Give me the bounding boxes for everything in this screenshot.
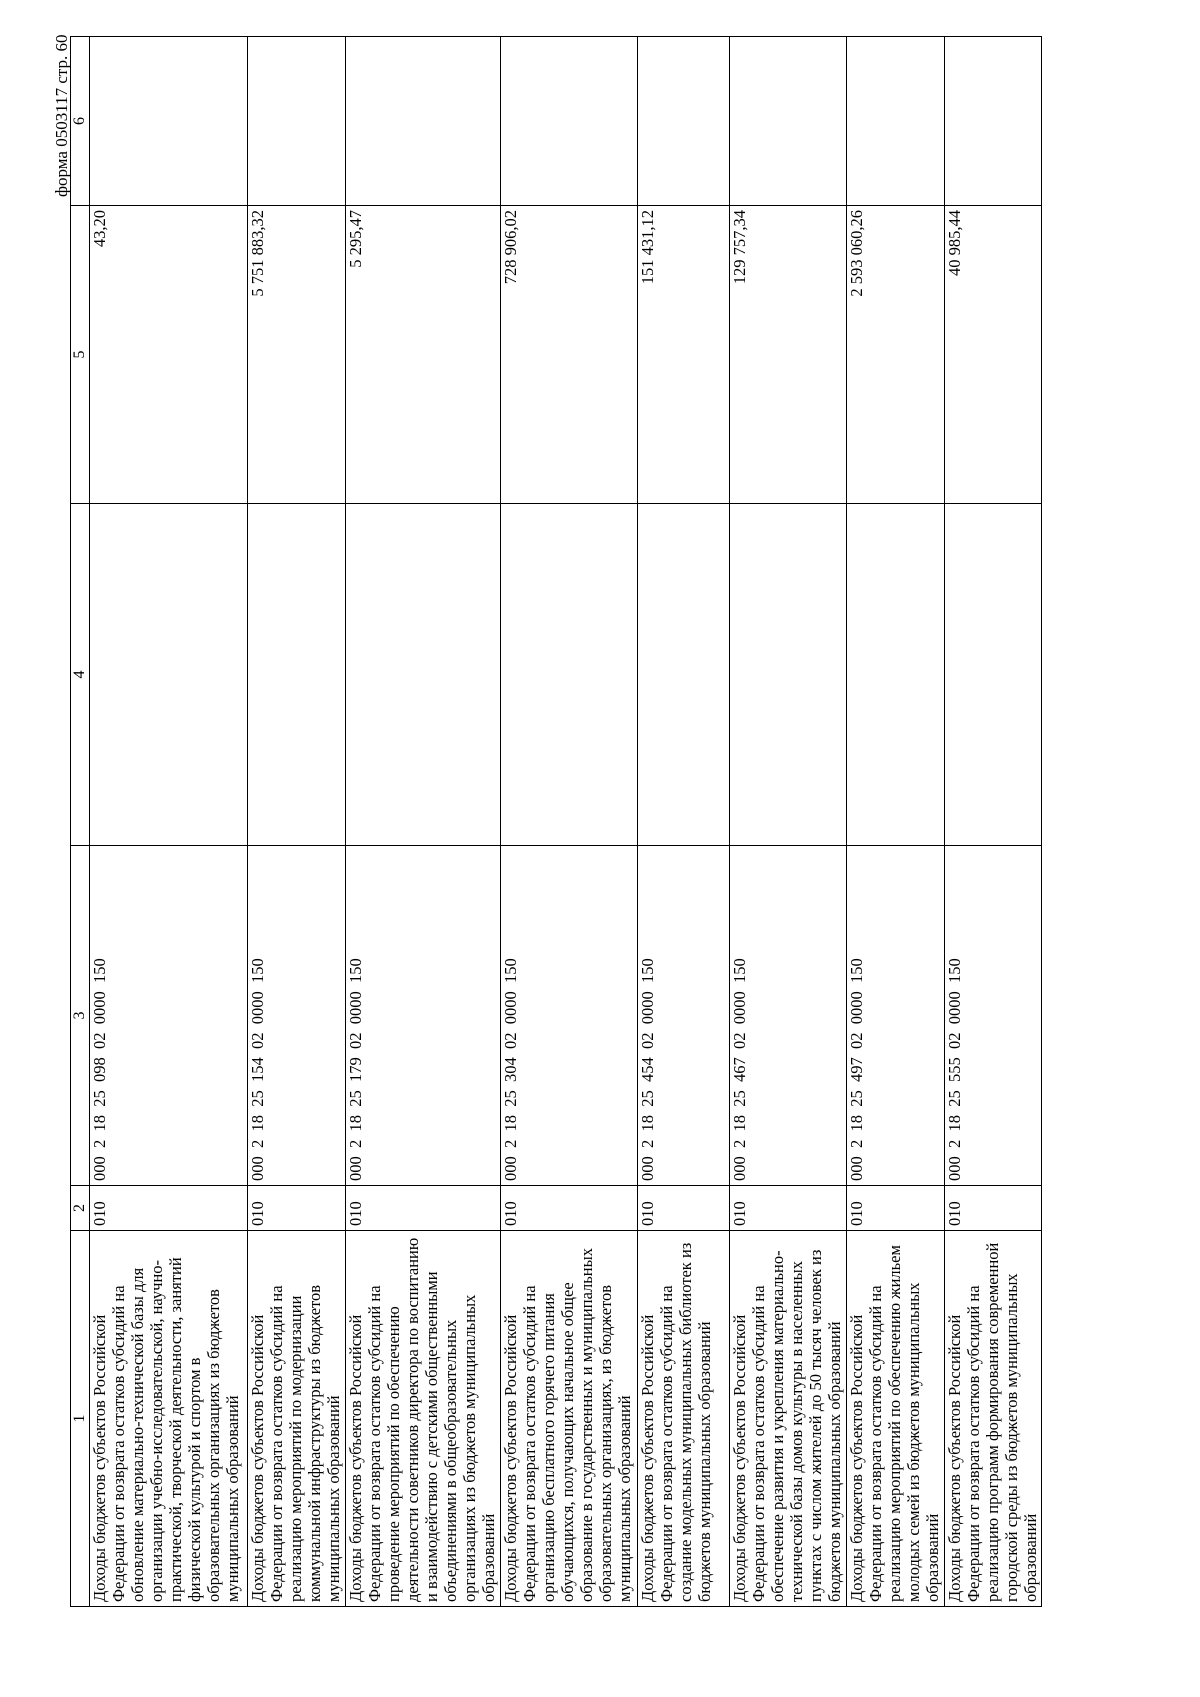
budget-code: 000 2 18 25 467 02 0000 150 xyxy=(729,846,846,1186)
approved-value xyxy=(90,504,248,846)
income-name: Доходы бюджетов субъектов Российской Федерации от возврата остатков субсидий на организацию бесплатного горячего питания обучающихся, получающих начальное общее образование в государственных и муниципальных образовательных организациях, из бюджетов муниципальных образований xyxy=(500,1231,637,1607)
budget-code: 000 2 18 25 304 02 0000 150 xyxy=(500,846,637,1186)
line-code: 010 xyxy=(500,1186,637,1231)
form-note: форма 0503117 стр. 60 xyxy=(52,34,71,197)
line-code: 010 xyxy=(90,1186,248,1231)
approved-value xyxy=(729,504,846,846)
executed-value: 5 295,47 xyxy=(346,206,501,504)
executed-value: 151 431,12 xyxy=(637,206,729,504)
income-name: Доходы бюджетов субъектов Российской Федерации от возврата остатков субсидий на обновление материально-технической базы для организации учебно-исследовательской, научно-практической, творческой деятельности, занятий физической культурой и спортом в образовательных организациях из бюджетов муниципальных образований xyxy=(90,1231,248,1607)
approved-value xyxy=(346,504,501,846)
budget-code: 000 2 18 25 098 02 0000 150 xyxy=(90,846,248,1186)
table-row xyxy=(248,37,346,1607)
unexecuted-value xyxy=(346,37,501,206)
line-code: 010 xyxy=(729,1186,846,1231)
column-header: 6 xyxy=(71,37,90,206)
table-row xyxy=(944,37,1042,1607)
unexecuted-value xyxy=(637,37,729,206)
column-header: 2 xyxy=(71,1186,90,1231)
unexecuted-value xyxy=(90,37,248,206)
approved-value xyxy=(248,504,346,846)
budget-code: 000 2 18 25 179 02 0000 150 xyxy=(346,846,501,1186)
income-name: Доходы бюджетов субъектов Российской Федерации от возврата остатков субсидий на создание модельных муниципальных библиотек из бюджетов муниципальных образований xyxy=(637,1231,729,1607)
unexecuted-value xyxy=(944,37,1042,206)
column-header: 5 xyxy=(71,206,90,504)
budget-code: 000 2 18 25 154 02 0000 150 xyxy=(248,846,346,1186)
executed-value: 5 751 883,32 xyxy=(248,206,346,504)
unexecuted-value xyxy=(248,37,346,206)
unexecuted-value xyxy=(846,37,944,206)
table-row xyxy=(846,37,944,1607)
line-code: 010 xyxy=(944,1186,1042,1231)
executed-value: 728 906,02 xyxy=(500,206,637,504)
approved-value xyxy=(846,504,944,846)
column-header: 4 xyxy=(71,504,90,846)
table-row xyxy=(346,37,501,1607)
table-row xyxy=(729,37,846,1607)
approved-value xyxy=(500,504,637,846)
line-code: 010 xyxy=(248,1186,346,1231)
budget-code: 000 2 18 25 454 02 0000 150 xyxy=(637,846,729,1186)
executed-value: 40 985,44 xyxy=(944,206,1042,504)
budget-code: 000 2 18 25 555 02 0000 150 xyxy=(944,846,1042,1186)
executed-value: 2 593 060,26 xyxy=(846,206,944,504)
unexecuted-value xyxy=(729,37,846,206)
table-row xyxy=(637,37,729,1607)
income-name: Доходы бюджетов субъектов Российской Федерации от возврата остатков субсидий на проведение мероприятий по обеспечению деятельности советников директора по воспитанию и взаимодействию с детскими общественными объединениями в общеобразовательных организациях из бюджетов муниципальных образований xyxy=(346,1231,501,1607)
report-table xyxy=(70,36,1042,1607)
line-code: 010 xyxy=(846,1186,944,1231)
income-name: Доходы бюджетов субъектов Российской Федерации от возврата остатков субсидий на обеспечение развития и укрепления материально-технической базы домов культуры в населенных пунктах с числом жителей до 50 тысяч человек из бюджетов муниципальных образований xyxy=(729,1231,846,1607)
column-header: 1 xyxy=(71,1231,90,1607)
unexecuted-value xyxy=(500,37,637,206)
approved-value xyxy=(944,504,1042,846)
table-row xyxy=(90,37,248,1607)
income-name: Доходы бюджетов субъектов Российской Федерации от возврата остатков субсидий на реализацию мероприятий по обеспечению жильем молодых семей из бюджетов муниципальных образований xyxy=(846,1231,944,1607)
income-name: Доходы бюджетов субъектов Российской Федерации от возврата остатков субсидий на реализацию программ формирования современной городской среды из бюджетов муниципальных образований xyxy=(944,1231,1042,1607)
column-header: 3 xyxy=(71,846,90,1186)
executed-value: 43,20 xyxy=(90,206,248,504)
table-row xyxy=(500,37,637,1607)
income-name: Доходы бюджетов субъектов Российской Федерации от возврата остатков субсидий на реализацию мероприятий по модернизации коммунальной инфраструктуры из бюджетов муниципальных образований xyxy=(248,1231,346,1607)
executed-value: 129 757,34 xyxy=(729,206,846,504)
line-code: 010 xyxy=(637,1186,729,1231)
approved-value xyxy=(637,504,729,846)
header-row xyxy=(71,37,90,1607)
line-code: 010 xyxy=(346,1186,501,1231)
budget-code: 000 2 18 25 497 02 0000 150 xyxy=(846,846,944,1186)
